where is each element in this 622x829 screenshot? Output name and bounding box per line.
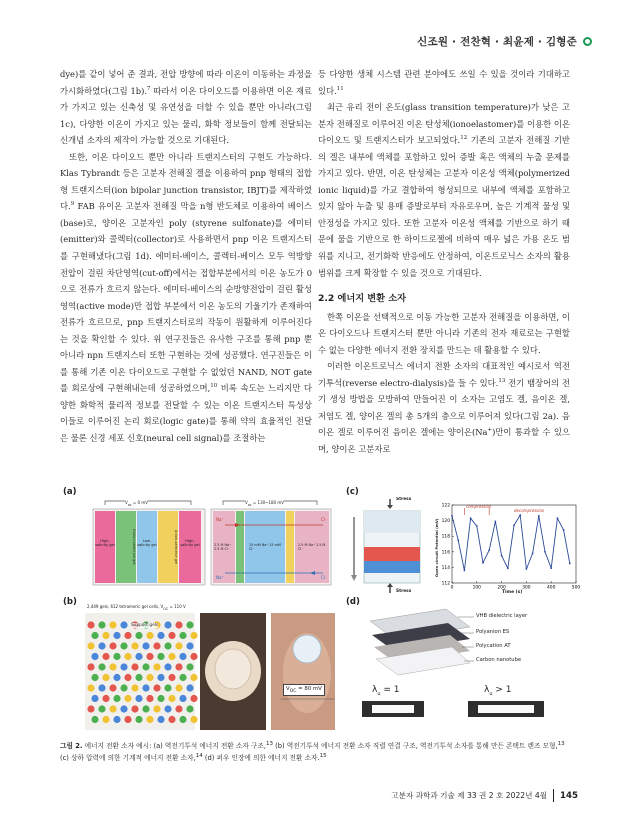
a-conc-3: 2.5 M Na⁺ 2.5 M Cl⁻ xyxy=(298,543,326,551)
gel-dot xyxy=(190,716,197,723)
left-column xyxy=(60,66,312,447)
potential-point xyxy=(544,551,546,553)
y-tick-label: 122 xyxy=(441,503,450,509)
gel-dot xyxy=(102,653,109,660)
gel-dot xyxy=(179,632,186,639)
d-layer-polycation: Polycation AT xyxy=(476,643,511,649)
potential-point xyxy=(557,517,559,519)
header-authors: 신조원 · 전찬혁 · 최윤제 · 김형준 xyxy=(417,36,577,48)
x-tick-label: 0 xyxy=(450,585,454,591)
left-paragraph-1: dye)를 같이 넣어 준 결과, 전압 방향에 따라 이온이 이동하는 과정을 가시화하였다(그림 1b).$^7$ 따라서 이온 다이오드를 이용하면 이온 재료가 가지고 있는 신축성 및 유연성을 더할 수 있을 뿐만 아니라(그림 1c), 다양한 이온이 가지고 있는 물리, 화학 정보들이 함께 전달되는 신개념 소자의 제작이 가능할 것으로 기대된다. xyxy=(60,69,312,146)
c-stress-bot: Stress xyxy=(396,589,412,594)
gel-dot xyxy=(98,621,105,628)
gel-dot xyxy=(124,653,131,660)
gel-dot xyxy=(190,695,197,702)
potential-point xyxy=(476,525,478,527)
gel-dot xyxy=(98,684,105,691)
gel-dot xyxy=(168,716,175,723)
panel-c-label: (c) xyxy=(346,487,359,497)
a-gel-anion: Anion-selective gel xyxy=(174,529,178,565)
gel-dot xyxy=(142,663,149,670)
gel-dot xyxy=(179,716,186,723)
a-cl-top: Cl⁻ xyxy=(321,517,328,522)
gel-dot xyxy=(109,621,116,628)
gel-dot xyxy=(91,716,98,723)
gel-dot xyxy=(164,663,171,670)
gel-dot xyxy=(113,674,120,681)
gel-dot xyxy=(124,632,131,639)
gel-dot xyxy=(135,632,142,639)
d-layer-polyanion: Polyanion ES xyxy=(476,629,510,635)
gel-dot xyxy=(124,674,131,681)
potential-point xyxy=(470,517,472,519)
gel-dot xyxy=(135,695,142,702)
a-voc-left: $V_{oc} = 0$ mV xyxy=(125,500,148,507)
gel-dot xyxy=(131,642,138,649)
figure-caption: 그림 2. 에너지 전환 소자 예시: (a) 역전기투석 에너지 전환 소자 구조,$^{13}$ (b) 역전기투석 에너지 전환 소자 직렬 연결 구조, 역전기투석 소자를 통해 만든 콘택트 렌즈 모형,$^{13}$ (c) 상하 압력에 의한 기계적 에너지 전환 소자,$^{14}$ (d) 퍼우 인장에 의한 에너지 전환 소자.$^{15}$ xyxy=(60,740,565,762)
gel-dot xyxy=(164,621,171,628)
gel-dot xyxy=(91,653,98,660)
right-paragraph-1: 등 다양한 생체 시스템 관련 분야에도 쓰일 수 있을 것이라 기대하고 있다.$^{11}$ xyxy=(318,69,570,96)
a-gel-high1: High-salinity gel xyxy=(95,539,115,548)
panel-a-label: (a) xyxy=(63,487,77,497)
gel-dot xyxy=(164,705,171,712)
gel-dot xyxy=(157,695,164,702)
gel-dot xyxy=(146,653,153,660)
potential-point xyxy=(507,567,509,569)
gel-dot xyxy=(109,642,116,649)
gel-dot xyxy=(153,642,160,649)
a-cl-bot: Cl⁻ xyxy=(321,575,328,580)
panel-b-label: (b) xyxy=(63,597,77,607)
gel-dot xyxy=(142,705,149,712)
gel-dot xyxy=(109,684,116,691)
gel-dot xyxy=(186,642,193,649)
potential-point xyxy=(513,524,515,526)
x-tick-label: 200 xyxy=(497,585,506,591)
gel-dot xyxy=(175,621,182,628)
potential-point xyxy=(488,549,490,551)
gel-dot xyxy=(186,684,193,691)
right-paragraph-3: 한쪽 이온을 선택적으로 이동 가능한 고분자 전해질을 이용하면, 이온 다이오드나 트랜지스터 뿐만 아니라 기존의 전자 재료로는 구현할 수 없는 다양한 에너지 전환 장치를 만드는 데 활용할 수 있다. xyxy=(318,311,570,355)
gel-dot xyxy=(91,674,98,681)
gel-dot xyxy=(98,705,105,712)
gel-dot xyxy=(164,684,171,691)
gel-dot xyxy=(113,632,120,639)
gel-dot xyxy=(120,705,127,712)
y-tick-label: 118 xyxy=(441,534,450,540)
gel-dot xyxy=(87,621,94,628)
c-ylabel: Open circuit Potential (mV) xyxy=(434,518,439,578)
gel-dot xyxy=(113,653,120,660)
gel-dot xyxy=(120,663,127,670)
gel-dot xyxy=(120,642,127,649)
potential-point xyxy=(519,514,521,516)
gel-dot xyxy=(120,684,127,691)
gel-dot xyxy=(98,663,105,670)
gel-dot xyxy=(190,632,197,639)
a-na-top: Na⁺ xyxy=(216,517,224,522)
panel-d-label: (d) xyxy=(346,597,360,607)
potential-point xyxy=(563,529,565,531)
gel-dot xyxy=(168,632,175,639)
gel-dot xyxy=(124,695,131,702)
gel-dot xyxy=(142,684,149,691)
gel-dot xyxy=(164,642,171,649)
panel-c-schematic xyxy=(350,497,430,597)
right-paragraph-2: 최근 유리 전이 온도(glass transition temperature)가 낮은 고분자 전해질로 이루어진 이온 탄성체(ionoelastomer)를 이용한 이온 다이오드 및 트랜지스터가 보고되었다.$^{12}$ 기존의 고분자 전해질 기반의 겔은 내부에 액체를 포함하고 있어 증발 혹은 액체의 누출 문제를 가지고 있다. 반면, 이온 탄성체는 고분자 이온성 액체(polymerized ionic liquid)를 가교 결합하여 형성되므로 내부에 액체를 포함하고 있지 않아 누출 및 용매 증발로부터 자유로우며, 높은 기계적 물성 및 안정성을 가지고 있다. 또한 고분자 이온성 액체를 기반으로 하기 때문에 물을 기반으로 한 하이드로젤에 비하여 매우 넓은 가용 온도 범위를 지니고, 전기화학 반응에도 안정하여, 이온트로닉스 소자의 활용범위를 크게 확장할 수 있을 것으로 기대된다. xyxy=(318,102,570,278)
gel-dot xyxy=(87,642,94,649)
potential-point xyxy=(532,552,534,554)
a-conc-2: 15 mM Na⁺ 15 mM Cl⁻ xyxy=(249,543,281,551)
d-layer-vhb: VHB dielectric layer xyxy=(476,613,528,619)
gel-dot xyxy=(91,695,98,702)
circle-bullet-icon xyxy=(583,37,592,46)
gel-dot xyxy=(102,632,109,639)
page-number: 145 xyxy=(560,790,578,801)
gel-dot xyxy=(135,716,142,723)
gel-dot xyxy=(113,695,120,702)
gel-dot xyxy=(135,653,142,660)
gel-dot xyxy=(109,663,116,670)
gel-dot xyxy=(102,674,109,681)
gel-dot xyxy=(146,695,153,702)
gel-dot xyxy=(146,674,153,681)
c-stress-top: Stress xyxy=(396,497,412,502)
gel-dot xyxy=(175,705,182,712)
gel-dot xyxy=(131,663,138,670)
right-paragraph-4: 이러한 이온트로닉스 에너지 전환 소자의 대표적인 예시로서 역전기투석(reverse electro-dialysis)을 들 수 있다.$^{13}$ 전기 뱀장어의 전기 생성 방법을 모방하여 만들어진 이 소자는 고염도 겔, 음이온 겔, 저염도 겔, 양이온 겔의 총 5개의 층으로 이루어져 있다(그림 2a). 음이온 겔로 이루어진 음이온 겔에는 양이온(Na+)만이 통과할 수 있으며, 양이온 고분자로 xyxy=(318,361,570,455)
right-column xyxy=(318,66,570,458)
gel-dot xyxy=(190,653,197,660)
x-tick-label: 100 xyxy=(472,585,481,591)
potential-point xyxy=(464,570,466,572)
figure-panel-c xyxy=(350,497,580,597)
a-conc-1: 2.5 M Na⁺ 2.5 M Cl⁻ xyxy=(214,543,231,551)
potential-point xyxy=(451,515,453,517)
journal-info: 고분자 과학과 기술 제 33 권 2 호 2022년 4월 xyxy=(391,791,548,800)
gel-dot xyxy=(179,695,186,702)
figure-panel-a xyxy=(85,497,335,595)
a-gel-low: Low-salinity gel xyxy=(137,539,157,548)
left-paragraph-2: 또한, 이온 다이오드 뿐만 아니라 트랜지스터의 구현도 가능하다. Klas Tybrandt 등은 고분자 전해질 겔을 이용하여 pnp 형태의 접합형 트랜지스터(ion bipolar junction transistor, IBJT)를 제작하였다.$^9$ FAB 유이온 고분자 전해질 막을 n형 반도체로 이용하여 베이스(base)로, 양이온 고분자인 poly (styrene sulfonate)를 에미터(emitter)와 콜렉터(collector)로 사용하면서 pnp 이온 트랜지스터를 구현해냈다(그림 1d). 에미터-베이스, 콜렉터-베이스 모두 역방향 전압이 걸린 차단영역(cut-off)에서는 접합부분에서의 이온 농도가 0으로 전류가 흐르지 않는다. 에미터-베이스의 순방향전압이 걸린 활성 영역(active mode)만 접합 부분에서 이온 농도의 기울기가 존재하여 전류가 흐르므로, pnp 트랜지스터로의 작동이 원활하게 이루어진다는 것을 확인할 수 있다. 위 연구진들은 유사한 구조를 통해 pnp 뿐 아니라 npn 트랜지스터 또한 구현하는 것에 성공했다. 연구진들은 이를 통해 기존 이온 다이오드로 구현할 수 없었던 NAND, NOT gate를 회로상에 구현해내는데 성공하였으며,$^{10}$ 비록 속도는 느리지만 다양한 화학적 물리적 정보를 전달할 수 있는 이온 트랜지스터 특성상 이들로 이루어진 논리 회로(logic gate)를 통해 약의 효율적인 전달은 물론 신경 세포 신호(neural cell signal)를 조절하는 xyxy=(60,151,312,444)
b-voc-label: $V_{OC} = 80$ mV xyxy=(283,684,325,696)
a-voc-right: $V_{oc}$ = 130~180 mV xyxy=(245,500,285,507)
potential-point xyxy=(501,555,503,557)
potential-point xyxy=(569,563,571,565)
figure-panel-b xyxy=(85,603,335,730)
gel-dot xyxy=(113,716,120,723)
gel-dot xyxy=(175,684,182,691)
potential-chart xyxy=(430,497,580,597)
gel-dot xyxy=(157,674,164,681)
gel-dot xyxy=(157,716,164,723)
gel-dot xyxy=(168,674,175,681)
y-tick-label: 120 xyxy=(441,519,450,525)
gel-dot xyxy=(175,642,182,649)
c-xlabel: Time (s) xyxy=(502,590,523,595)
section-heading: 2.2 에너지 변환 소자 xyxy=(318,293,406,305)
gel-dot xyxy=(124,716,131,723)
b-support-gels: Support gels xyxy=(131,623,159,628)
panel-d-layers xyxy=(350,603,580,730)
c-compression: compression xyxy=(466,504,492,509)
potential-point xyxy=(550,567,552,569)
x-tick-label: 400 xyxy=(547,585,556,591)
b-label-top: 2,449 gels, 612 tetrameric gel cells, $V_{OC} = 110$ V xyxy=(87,604,186,611)
d-layer-carbon: Carbon nanotube xyxy=(476,657,522,663)
gel-dot xyxy=(146,716,153,723)
gel-dot xyxy=(146,632,153,639)
gel-dot xyxy=(98,642,105,649)
potential-point xyxy=(495,520,497,522)
potential-point xyxy=(482,562,484,564)
gel-dot xyxy=(87,705,94,712)
gel-dot xyxy=(168,653,175,660)
gel-dot xyxy=(157,632,164,639)
potential-point xyxy=(538,515,540,517)
gel-dot xyxy=(102,695,109,702)
figure-panel-d xyxy=(350,603,580,730)
gel-dot xyxy=(131,705,138,712)
gel-dot xyxy=(87,684,94,691)
a-gel-high2: High-salinity gel xyxy=(180,539,200,548)
gel-dot xyxy=(186,621,193,628)
gel-dot xyxy=(179,674,186,681)
gel-dot xyxy=(109,705,116,712)
y-tick-label: 116 xyxy=(441,550,450,556)
footer-divider xyxy=(553,789,554,802)
panel-b-photos xyxy=(85,603,335,730)
potential-point xyxy=(457,539,459,541)
gel-dot xyxy=(153,705,160,712)
gel-dot xyxy=(157,653,164,660)
gel-dot xyxy=(135,674,142,681)
gel-dot xyxy=(175,663,182,670)
x-tick-label: 300 xyxy=(522,585,531,591)
a-gel-cation: Cation-selective gel xyxy=(132,529,136,565)
running-header xyxy=(417,34,592,49)
gel-dot xyxy=(190,674,197,681)
gel-dot xyxy=(153,684,160,691)
gel-dot xyxy=(131,684,138,691)
d-lambda-2: $\lambda_u > 1$ xyxy=(484,685,512,697)
gel-dot xyxy=(179,653,186,660)
gel-dot xyxy=(120,621,127,628)
y-tick-label: 114 xyxy=(441,565,450,571)
page-footer xyxy=(391,789,578,802)
gel-dot xyxy=(168,695,175,702)
chart-plot-area xyxy=(452,505,576,583)
y-tick-label: 112 xyxy=(441,581,450,587)
gel-dot xyxy=(102,716,109,723)
gel-dot xyxy=(91,632,98,639)
x-tick-label: 500 xyxy=(571,585,580,591)
a-na-bot: Na⁺ xyxy=(216,575,224,580)
gel-dot xyxy=(186,705,193,712)
potential-point xyxy=(526,568,528,570)
gel-dot xyxy=(186,663,193,670)
gel-dot xyxy=(87,663,94,670)
gel-dot xyxy=(142,642,149,649)
gel-dot xyxy=(153,663,160,670)
d-lambda-1: $\lambda_u = 1$ xyxy=(372,685,400,697)
c-decompression: decompression xyxy=(514,508,545,513)
